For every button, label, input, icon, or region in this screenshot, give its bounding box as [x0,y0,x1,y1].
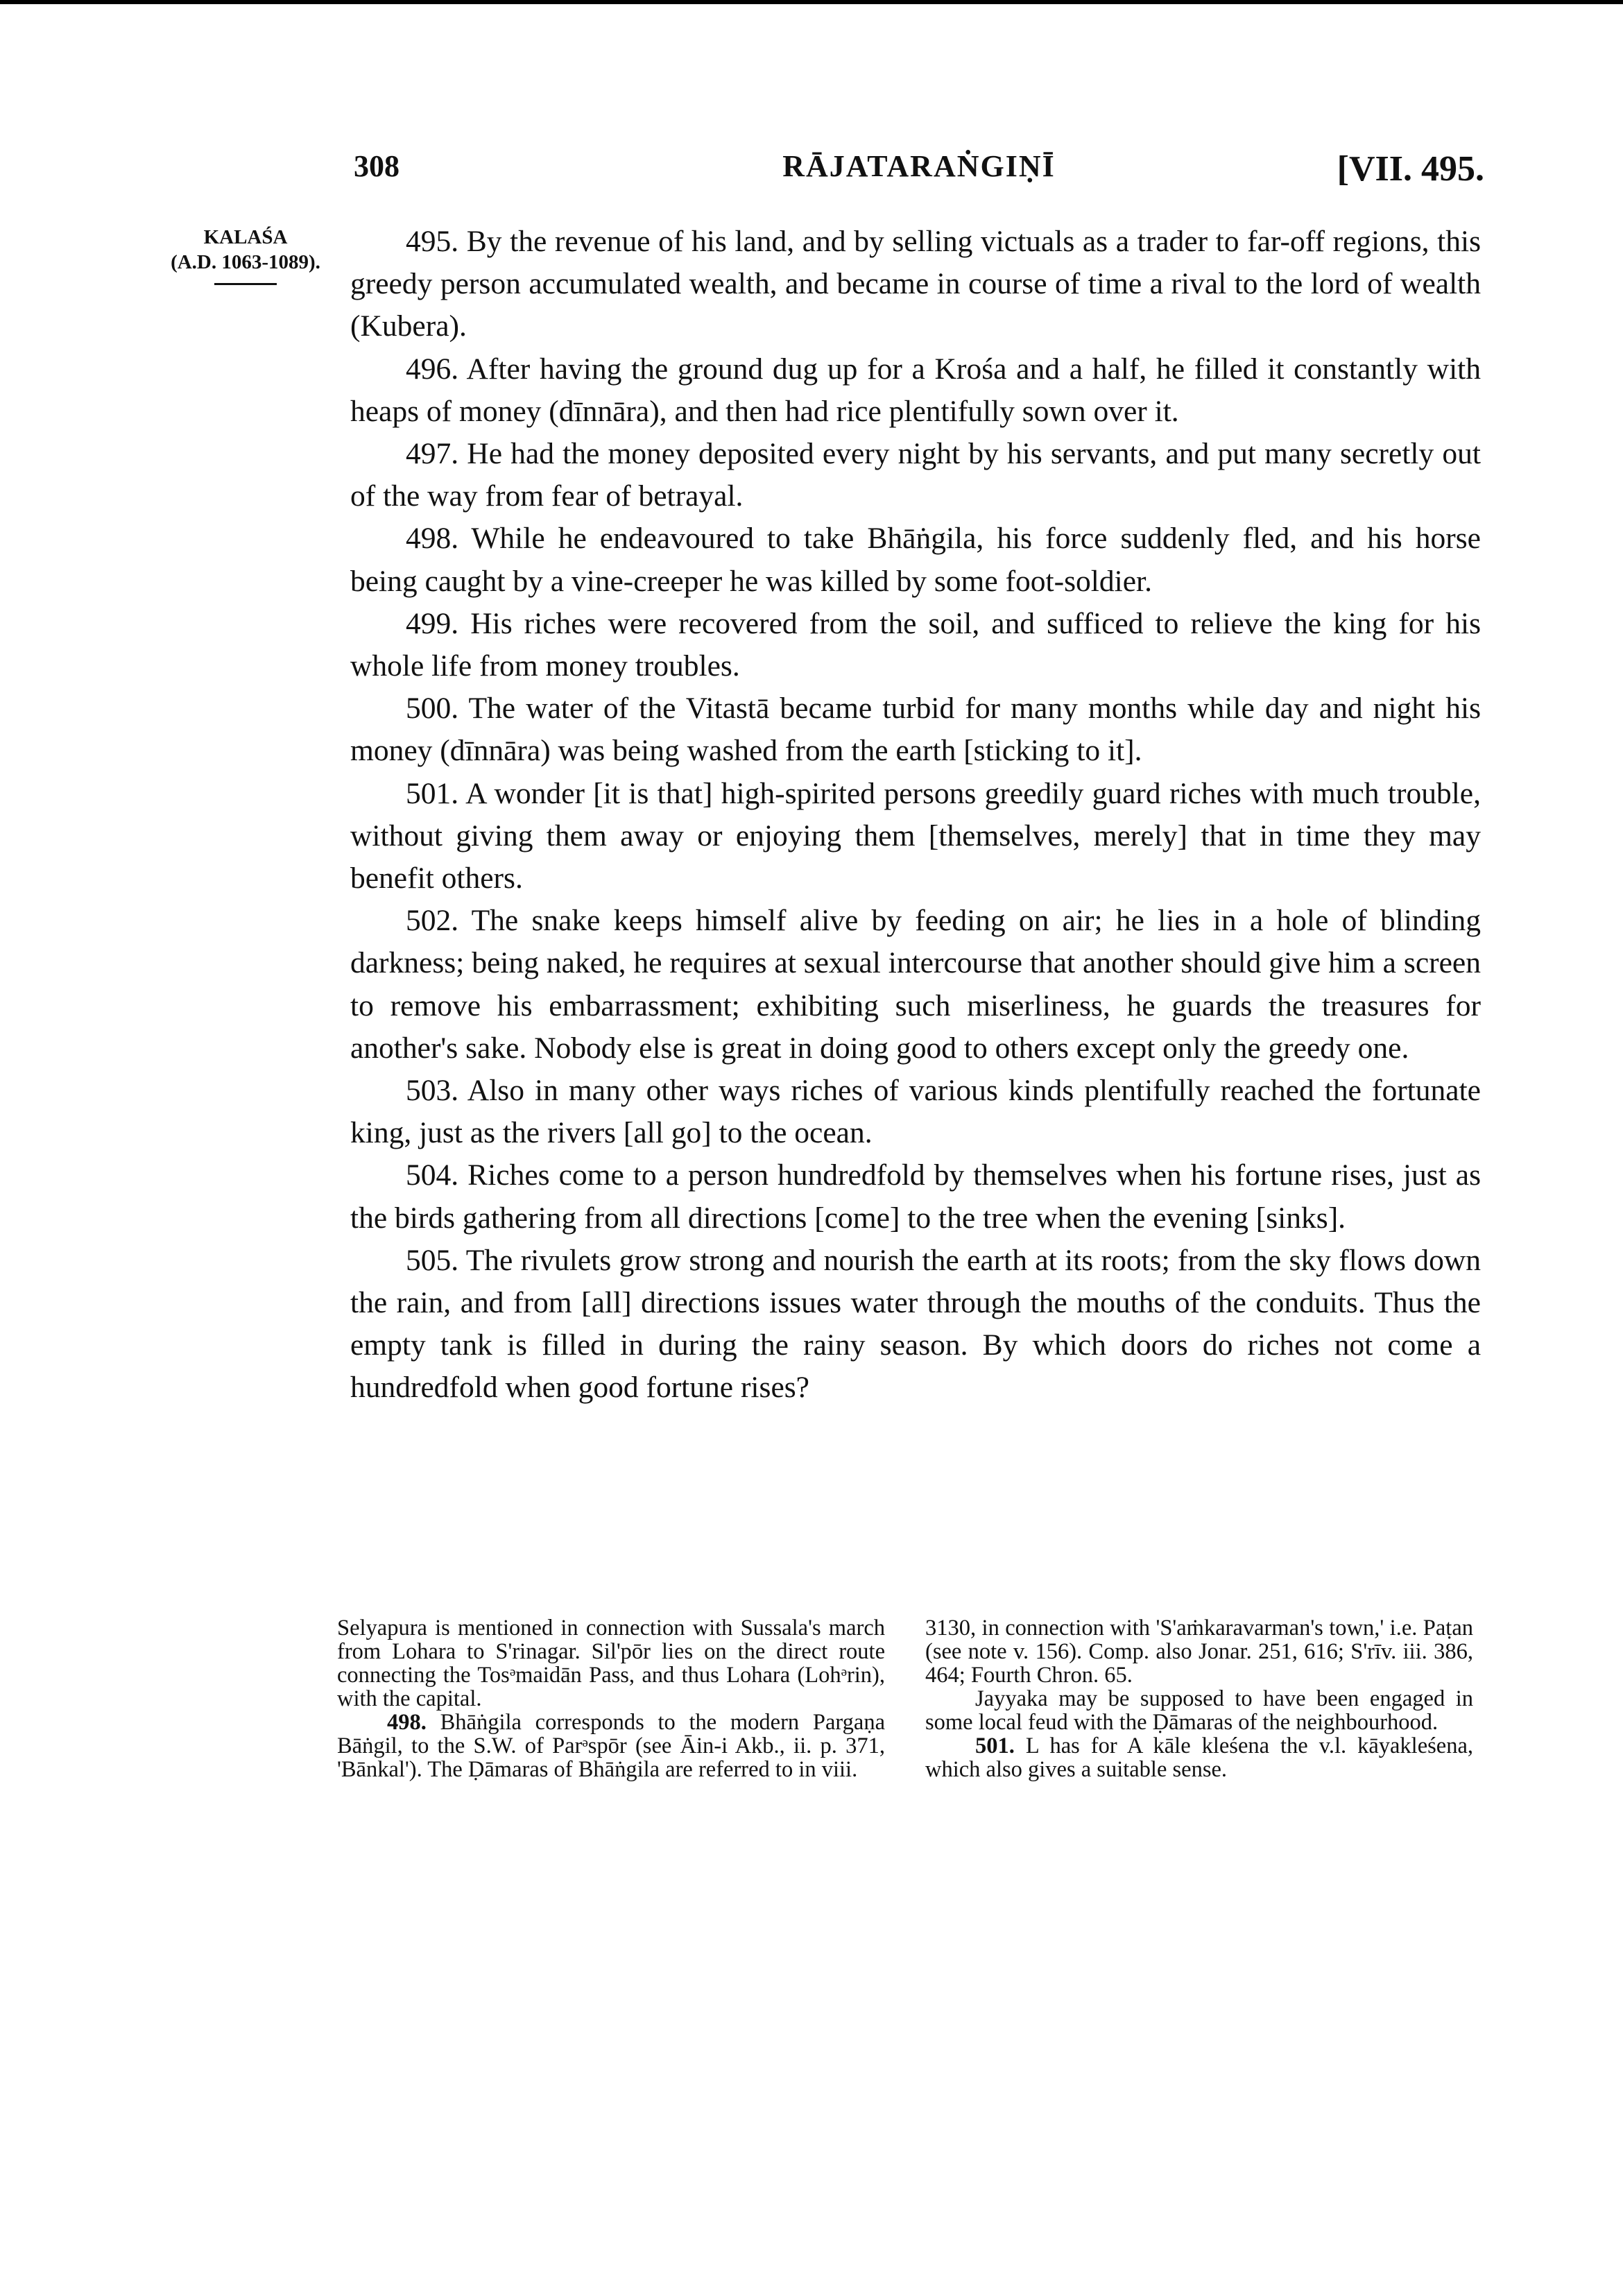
verse-text [350,221,1481,1410]
footnote-text: Selyapura is mentioned in connection with Sussala's march from Lohara to S'rinagar. Sil'pōr lies on the direct route connecting the Tosᵊmaidān Pass, and thus Lohara (Lohᵊrin), with the capital. [337,1616,885,1711]
verse-paragraph [350,900,1481,1070]
section-reference: [VII. 495. [1337,149,1484,189]
page-top-border [0,0,1623,4]
verse-number: 495. [406,225,459,258]
footnote-text: 3130, in connection with 'S'aṁkaravarman's town,' i.e. Paṭan (see note v. 156). Comp. also Jonar. 251, 616; S'rīv. iii. 386, 464; Fourth Chron. 65. [925,1616,1473,1688]
verse-number: 503. [406,1074,459,1108]
footnote [925,1734,1473,1781]
verse-body: After having the ground dug up for a Krośa and a half, he filled it constantly with heaps of money (dīnnāra), and then had rice plentifully sown over it. [350,352,1481,428]
running-title: RĀJATARAṄGIṆĪ [782,149,1056,183]
footnote [337,1711,885,1781]
verse-number: 497. [406,437,459,471]
verse-body: The rivulets grow strong and nourish the earth at its roots; from the sky flows down the rain, and from [all] directions issues water through the mouths of the conduits. Thus the empty tank is filled in during the rainy season. By which doors do riches not come a hundredfold when good fortune rises? [350,1243,1481,1405]
verse-paragraph [350,1240,1481,1410]
footnotes-left-column [337,1616,885,1781]
verse-paragraph [350,221,1481,348]
footnote-text: Jayyaka may be supposed to have been engaged in some local feud with the Ḍāmaras of the neighbourhood. [925,1686,1473,1735]
verse-number: 498. [406,522,459,556]
verse-paragraph [350,773,1481,900]
verse-paragraph [350,348,1481,433]
verse-body: He had the money deposited every night by his servants, and put many secretly out of the way from fear of betrayal. [350,437,1481,513]
page-number: 308 [354,149,400,183]
page-header [354,148,1484,190]
verse-body: While he endeavoured to take Bhāṅgila, his force suddenly fled, and his horse being caught by a vine-creeper he was killed by some foot-soldier. [350,522,1481,598]
verse-paragraph [350,687,1481,772]
verse-paragraph [350,1070,1481,1154]
verse-body: The water of the Vitastā became turbid for many months while day and night his money (dīnnāra) was being washed from the earth [sticking to it]. [350,692,1481,768]
verse-body: The snake keeps himself alive by feeding on air; he lies in a hole of blinding darkness; being naked, he requires at sexual intercourse that another should give him a screen to remove his embarrassment; exhibiting such miserliness, he guards the treasures for another's sake. Nobody else is great in doing good to others except only the greedy one. [350,904,1481,1065]
verse-number: 505. [406,1243,459,1277]
footnote [337,1616,885,1711]
verse-body: His riches were recovered from the soil, and sufficed to relieve the king for his whole life from money troubles. [350,606,1481,683]
verse-number: 499. [406,606,459,640]
verse-number: 502. [406,904,459,938]
footnote-number: 501. [975,1733,1015,1758]
verse-number: 496. [406,352,459,386]
footnote [925,1616,1473,1687]
verse-paragraph [350,1154,1481,1239]
verse-number: 500. [406,692,459,726]
margin-note-name: KALAŚA [203,226,288,248]
verse-body: A wonder [it is that] high-spirited persons greedily guard riches with much trouble, without giving them away or enjoying them [themselves, merely] that in time they may benefit others. [350,776,1481,896]
verse-body: By the revenue of his land, and by selling victuals as a trader to far-off regions, this greedy person accumulated wealth, and became in course of time a rival to the lord of wealth (Kubera). [350,225,1481,343]
footnote-number: 498. [387,1710,427,1735]
margin-note-dates: (A.D. 1063-1089). [171,251,320,273]
verse-paragraph [350,433,1481,517]
verse-body: Riches come to a person hundredfold by themselves when his fortune rises, just as the birds gathering from all directions [come] to the tree when the evening [sinks]. [350,1158,1482,1235]
verse-number: 504. [406,1158,459,1192]
verse-number: 501. [406,776,459,810]
verse-body: Also in many other ways riches of various kinds plentifully reached the fortunate king, just as the rivers [all go] to the ocean. [350,1074,1481,1150]
footnotes-right-column [925,1616,1473,1781]
footnote [925,1687,1473,1734]
footnote-text: L has for A kāle kleśena the v.l. kāyakleśena, which also gives a suitable sense. [925,1733,1474,1782]
margin-note [164,225,327,285]
verse-paragraph [350,517,1481,602]
verse-paragraph [350,603,1481,687]
margin-note-rule [214,283,277,285]
footnote-text: Bhāṅgila corresponds to the modern Pargaṇa Bāṅgil, to the S.W. of Parᵊspōr (see Āin-i Akb., ii. p. 371, 'Bānkal'). The Ḍāmaras of Bhāṅgila are referred to in viii. [337,1710,885,1782]
